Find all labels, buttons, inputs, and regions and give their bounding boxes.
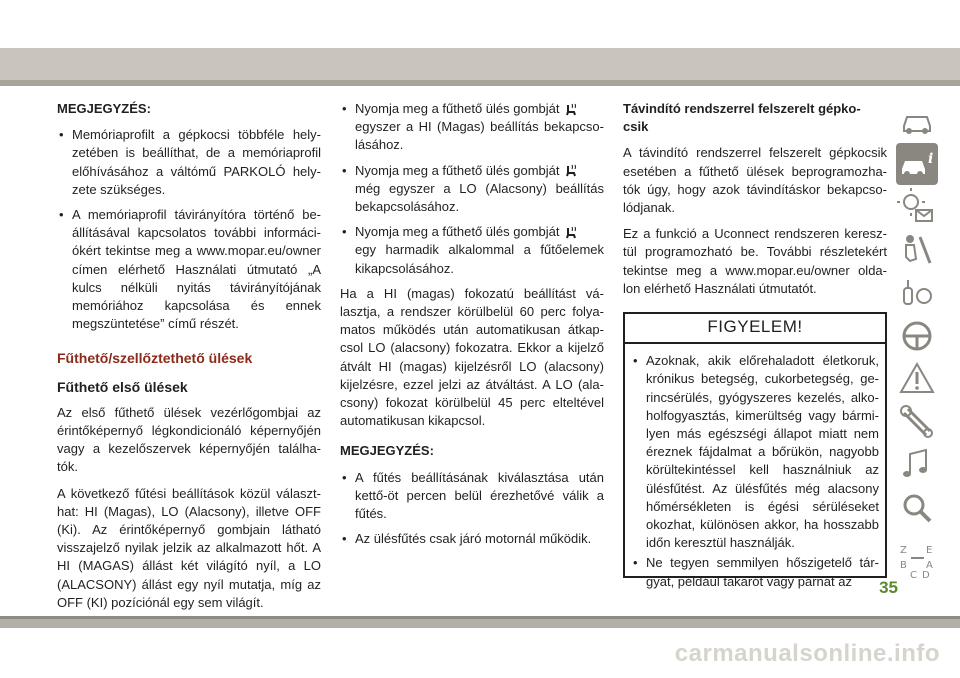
car-front-icon: [896, 100, 938, 142]
seat-button-list: [340, 100, 604, 278]
warning-lights-icon: [896, 186, 938, 228]
column-2: [340, 100, 604, 555]
svg-text:C: C: [910, 570, 917, 581]
section-heading: Távindító rendszerrel felszerelt gépko- csik: [623, 101, 861, 135]
search-icon: [896, 487, 938, 529]
svg-text:B: B: [900, 560, 907, 571]
chapter-tab-warning-lights[interactable]: [896, 186, 938, 228]
list-item-lead: Nyomja meg a fűthető ülés gombját: [355, 224, 560, 240]
safety-icon: [896, 229, 938, 271]
svg-text:E: E: [926, 545, 933, 556]
chapter-tab-warning[interactable]: [896, 358, 938, 400]
chapter-tab-search[interactable]: [896, 487, 938, 529]
note-heading: MEGJEGYZÉS:: [340, 443, 434, 459]
list-item: [340, 100, 604, 155]
chapter-tab-multimedia[interactable]: [896, 444, 938, 486]
list-item-lead: Nyomja meg a fűthető ülés gombját: [355, 101, 560, 116]
chapter-tab-index[interactable]: [896, 538, 938, 580]
header-stripe: [0, 80, 960, 86]
paragraph: A következő fűtési beállítások közül választ- hat: HI (Magas), LO (Alacsony), illetve OFF (Ki). Az érintőképernyő gombjain látható visszajelző nyilak jelzik az alkalmazott hőt. A HI (MAGAS) állást két világító nyíl, a LO (ALACSONY) állást egy nyíl mutatja, míg az OFF (KI) pozíciónál egy sem világít.: [57, 485, 321, 610]
chapter-tab-key-start[interactable]: [896, 272, 938, 314]
list-item: • A fűtés beállításának kiválasztása után kettő-öt percen belül érezhetővé válik a fűtés.: [340, 469, 604, 524]
paragraph: Az első fűthető ülések vezérlőgombjai az érintőképernyő légkondicionáló képernyőjén vagy a kezelőszervek képernyőjén találha- tók.: [57, 404, 321, 475]
chapter-tab-safety[interactable]: [896, 229, 938, 271]
svg-text:Z: Z: [900, 545, 907, 556]
list-item: • Ne tegyen semmilyen hőszigetelő tár- gyat, például takarót vagy párnát az: [631, 554, 879, 590]
warning-box: [623, 312, 887, 589]
note-list: [57, 126, 321, 333]
list-item: • Az ülésfűtés csak járó motornál működik.: [340, 530, 604, 548]
svg-text:D: D: [922, 570, 930, 581]
list-item: • Memóriaprofilt a gépkocsi többféle hely- zetében is beállíthat, de a memóriaprofil előhívásához a váltómű PARKOLÓ hely- zete szükséges.: [57, 126, 321, 199]
note-heading: MEGJEGYZÉS:: [57, 101, 151, 116]
chapter-tab-steering[interactable]: [896, 315, 938, 357]
car-info-icon: [896, 143, 938, 185]
list-item: [340, 223, 604, 278]
note-list: [340, 469, 604, 549]
footer-band: [0, 616, 960, 628]
list-item: • Azoknak, akik előrehaladott életkoruk, krónikus betegség, cukorbetegség, ge- rincsérülés, gyógyszeres kezelés, alko- holfogyasztás, kimerültség vagy bármi- lyen más egészségi állapot miatt nem éreznek fájdalmat a bőrükön, nagyobb körültekintéssel kell használniuk az ülésfűtést. Az ülésfűtés még alacsony hőmérsékleten is égési sérüléseket okozhat, különösen akkor, ha hosszabb időn keresztül használják.: [631, 352, 879, 552]
svg-text:A: A: [926, 560, 933, 571]
chapter-tab-service[interactable]: [896, 401, 938, 443]
paragraph: Ez a funkció a Uconnect rendszeren keresz- tül programozható be. További részletekért tekintse meg a www.mopar.eu/owner olda- lon elérhető Használati útmutatót.: [623, 226, 887, 296]
heated-seat-icon: [564, 164, 578, 178]
chapter-tab-car-front[interactable]: [896, 100, 938, 142]
index-letters-icon: [896, 538, 938, 580]
warning-title: FIGYELEM!: [625, 314, 885, 344]
paragraph: Ha a HI (magas) fokozatú beállítást vá- lasztja, a rendszer körülbelül 60 perc folya- matos működés után automatikusan átkap- csol LO (alacsony) fokozatra. Ekkor a kijelző átvált HI (magas) kijelzésről LO (alacsony) kijelzésre, ezzel jelzi az átváltást. A LO (ala- csony) fokozat körülbelül 45 perc elteltével automatikusan kikapcsol.: [340, 285, 604, 429]
warning-list: [631, 352, 879, 591]
list-item-rest: egy harmadik alkalommal a fűtőelemek kikapcsolásához.: [355, 242, 604, 276]
footer-stripe: [0, 616, 960, 619]
column-1: [57, 100, 321, 620]
column-3: [623, 100, 887, 589]
multimedia-icon: [896, 444, 938, 486]
header-band: [0, 48, 960, 86]
list-item: [340, 162, 604, 217]
triangle-warning-icon: [896, 358, 938, 400]
svg-text:i: i: [928, 151, 934, 167]
steering-wheel-icon: [896, 315, 938, 357]
list-item: • A memóriaprofil távirányítóra történő be- állításával kapcsolatos további informáci- ókért tekintse meg a www.mopar.eu/owner címen elérhető Használati útmutató „A kulcs nélküli nyitás távirányítójának memóriához kapcsolása és ennek megszüntetése” című részét.: [57, 206, 321, 333]
sub-heading: Fűthető első ülések: [57, 378, 188, 395]
paragraph: A távindító rendszerrel felszerelt gépkocsik esetében a fűthető ülések beprogramozha- tók úgy, hogy azok távindításkor bekapcso- lódjanak.: [623, 145, 887, 216]
page-number: 35: [879, 578, 898, 597]
list-item-lead: Nyomja meg a fűthető ülés gombját: [355, 162, 560, 178]
watermark: carmanualsonline.info: [674, 640, 940, 667]
list-item-rest: még egyszer a LO (Alacsony) beállítás bekapcsolásához.: [355, 180, 604, 215]
list-item-rest: egyszer a HI (Magas) beállítás bekapcso- lásához.: [355, 119, 604, 153]
heated-seat-icon: [564, 103, 578, 117]
key-start-icon: [896, 272, 938, 314]
chapter-tab-car-info[interactable]: [896, 143, 938, 185]
section-heading: Fűthető/szellőztethető ülések: [57, 350, 253, 367]
warning-body: [625, 344, 885, 591]
heated-seat-icon: [564, 226, 578, 240]
service-icon: [896, 401, 938, 443]
